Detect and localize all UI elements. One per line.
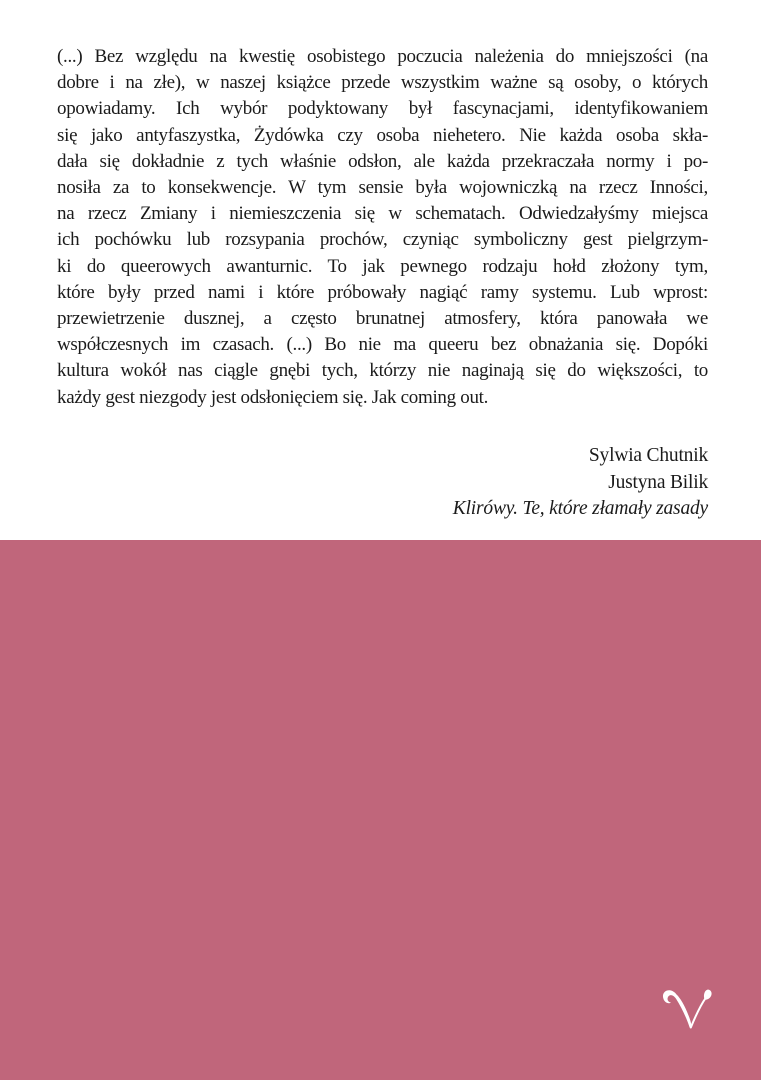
excerpt-line: na rzecz Zmiany i niemieszczenia się w schematach. Odwiedzałyśmy miejsca [57, 203, 708, 225]
accent-color-block [0, 540, 761, 1080]
excerpt-line: kultura wokół nas ciągle gnębi tych, którzy nie naginają się do większości, to [57, 360, 708, 382]
excerpt-line: dobre i na złe), w naszej książce przede wszystkim ważne są osoby, o których [57, 72, 708, 94]
excerpt-line: przewietrzenie dusznej, a często brunatnej atmosfery, która panowała we [57, 308, 708, 330]
publisher-v-monogram-icon [657, 984, 715, 1036]
excerpt-line: ki do queerowych awanturnic. To jak pewnego rodzaju hołd złożony tym, [57, 255, 708, 277]
excerpt-line: nosiła za to konsekwencje. W tym sensie była wojowniczką na rzecz Inności, [57, 177, 708, 199]
excerpt-line: każdy gest niezgody jest odsłonięciem się. Jak coming out. [57, 386, 489, 408]
excerpt-line: współczesnych im czasach. (...) Bo nie ma queeru bez obnażania się. Dopóki [57, 334, 708, 356]
work-title: Klirówy. Te, które złamały zasady [452, 498, 708, 519]
attribution-block [453, 443, 708, 523]
excerpt-line: się jako antyfaszystka, Żydówka czy osoba niehetero. Nie każda osoba skła- [57, 124, 708, 146]
excerpt-line: opowiadamy. Ich wybór podyktowany był fascynacjami, identyfikowaniem [57, 98, 708, 120]
excerpt-line: które były przed nami i które próbowały nagiąć ramy systemu. Lub wprost: [57, 281, 708, 303]
excerpt-line: dała się dokładnie z tych właśnie odsłon, ale każda przekraczała normy i po- [57, 150, 708, 172]
author-name: Sylwia Chutnik [588, 445, 708, 466]
excerpt-line: (...) Bez względu na kwestię osobistego poczucia należenia do mniejszości (na [57, 46, 708, 67]
author-name: Justyna Bilik [608, 471, 708, 493]
excerpt-line: ich pochówku lub rozsypania prochów, czyniąc symboliczny gest pielgrzym- [57, 229, 708, 251]
excerpt-paragraph [57, 44, 708, 411]
